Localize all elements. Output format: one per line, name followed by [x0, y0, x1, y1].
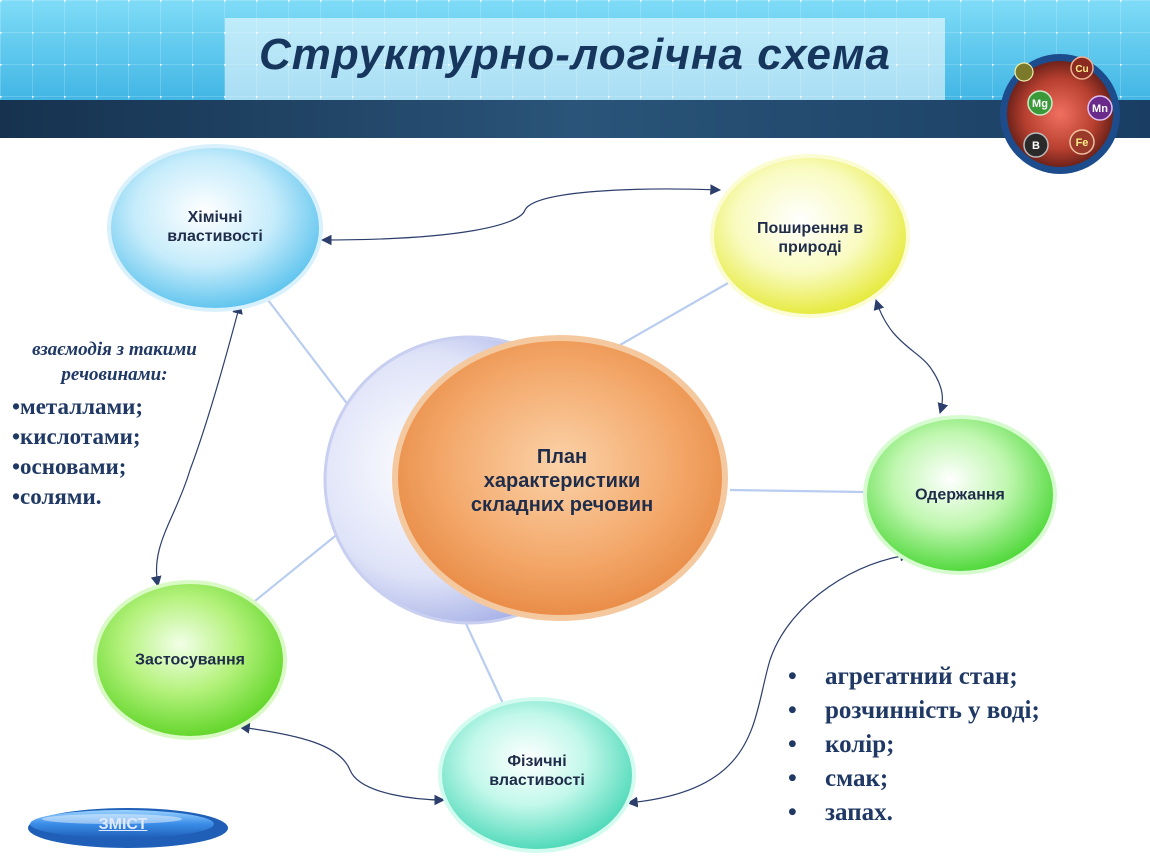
physical-note-list: [788, 660, 1040, 830]
arrow-application-physical: [240, 727, 444, 800]
bullet-icon: •: [788, 731, 797, 758]
list-item: •основами;: [12, 454, 127, 479]
header-dark-bar: [0, 100, 1150, 138]
element-symbol-fe: Fe: [1075, 137, 1089, 149]
node-center-label: План характеристики складних речовин: [470, 446, 654, 516]
chemical-note-title: взаємодія з такими речовинами:: [32, 339, 197, 385]
list-item: [788, 796, 1040, 830]
arrow-chemical-occurrence: [322, 189, 720, 240]
connector-application: [250, 528, 345, 605]
page-title: Структурно-логічна схема: [259, 30, 891, 79]
contents-button-label[interactable]: ЗМІСТ: [98, 816, 148, 833]
list-item: [788, 694, 1040, 728]
list-item-label: смак;: [825, 765, 889, 792]
connector-physical: [462, 615, 506, 710]
connector-occurrence: [620, 283, 728, 345]
element-symbol-cu: Cu: [1075, 64, 1089, 75]
bullet-icon: •: [788, 765, 797, 792]
element-symbol-mn: Mn: [1092, 103, 1108, 115]
list-item: •солями.: [12, 484, 102, 509]
bullet-icon: •: [788, 697, 797, 724]
node-chemical-label: Хімічні властивості: [167, 208, 263, 245]
list-item: [788, 660, 1040, 694]
list-item-label: розчинність у воді;: [825, 697, 1040, 724]
arrow-occurrence-obtaining: [876, 300, 942, 413]
connector-chemical: [268, 300, 352, 410]
element-symbol-mg: Mg: [1032, 98, 1048, 110]
list-item: •кислотами;: [12, 424, 141, 449]
contents-button[interactable]: [30, 806, 230, 848]
list-item-label: агрегатний стан;: [825, 663, 1018, 690]
element-symbol-b: B: [1032, 140, 1040, 152]
list-item-label: колір;: [825, 731, 895, 758]
node-occurrence-label: Поширення в природі: [756, 219, 864, 256]
list-item: [788, 728, 1040, 762]
list-item-label: запах.: [825, 799, 893, 826]
node-physical-label: Фізичні властивості: [489, 752, 585, 789]
node-application-label: Застосування: [135, 651, 245, 669]
connector-obtaining: [730, 490, 864, 492]
bullet-icon: •: [788, 663, 797, 690]
list-item: •металлами;: [12, 394, 144, 419]
bullet-icon: •: [788, 799, 797, 826]
list-item: [788, 762, 1040, 796]
chemical-note-list: [12, 392, 143, 512]
node-obtaining-label: Одержання: [915, 486, 1005, 504]
